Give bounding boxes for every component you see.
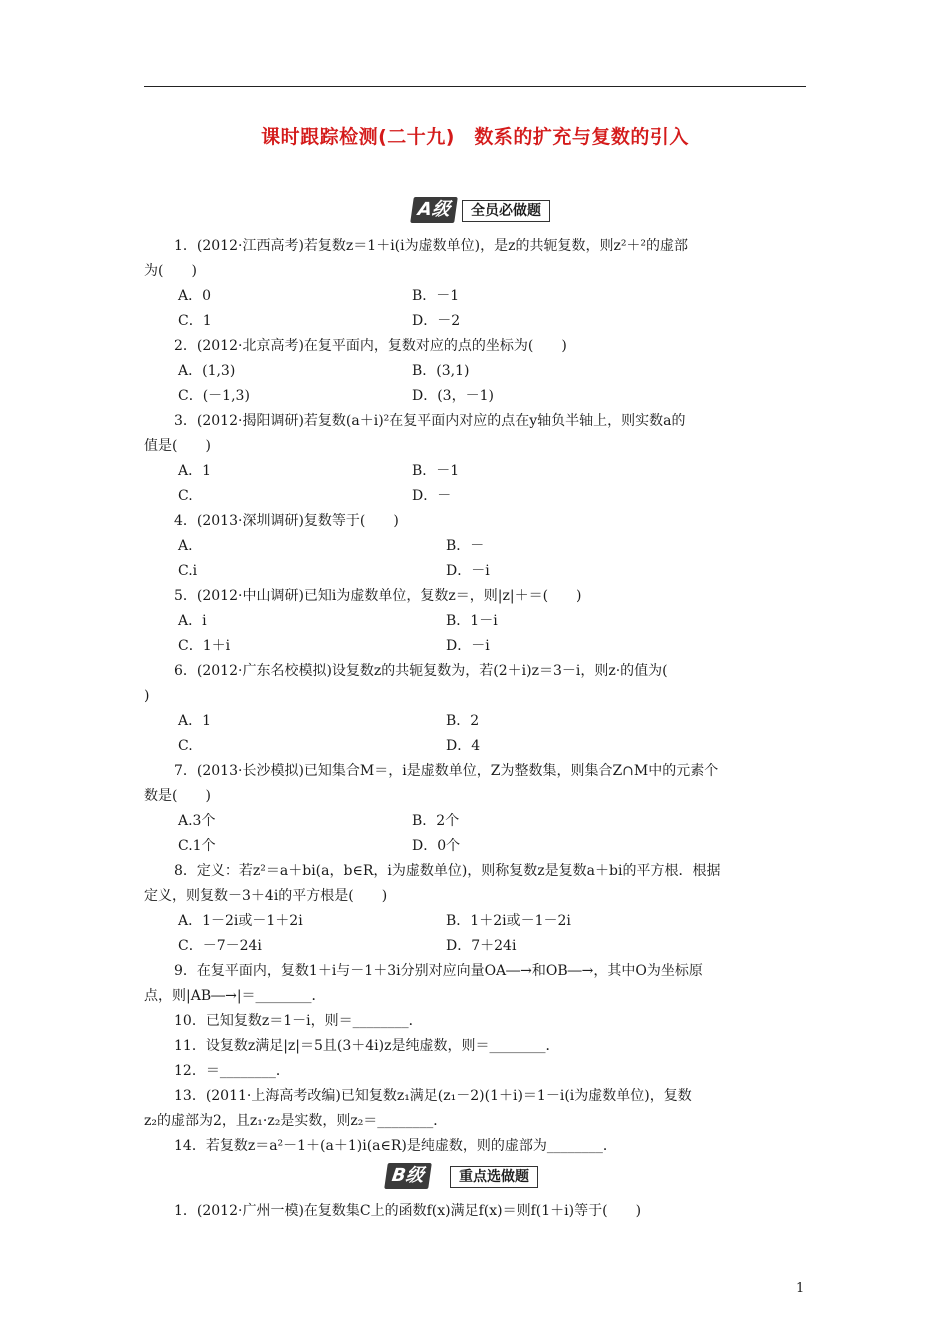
text-line: A．(1,3) bbox=[178, 363, 236, 379]
text-line: B．－1 bbox=[412, 463, 460, 479]
text-line: 为( ) bbox=[144, 263, 197, 279]
text-line: 点，则|AB―→|＝________． bbox=[144, 988, 326, 1004]
text-line: D．(3，－1) bbox=[412, 388, 494, 404]
text-line: 7．(2013·长沙模拟)已知集合M＝，i是虚数单位，Z为整数集，则集合Z∩M中的元素个 bbox=[174, 763, 719, 779]
text-line: B．－ bbox=[446, 538, 485, 554]
text-line: D．－i bbox=[446, 563, 490, 579]
text-line: B．2个 bbox=[412, 813, 460, 829]
text-line: 11．设复数z满足|z|＝5且(3＋4i)z是纯虚数，则＝________． bbox=[174, 1038, 560, 1054]
text-line: D．0个 bbox=[412, 838, 461, 854]
text-line: C.i bbox=[178, 563, 198, 579]
text-line: A．i bbox=[178, 613, 207, 629]
section-b-badge bbox=[386, 1163, 572, 1189]
text-line: 1．(2012·江西高考)若复数z＝1＋i(i为虚数单位)，是z的共轭复数，则z²＋²的虚部 bbox=[174, 238, 689, 254]
text-line: 13．(2011·上海高考改编)已知复数z₁满足(z₁－2)(1＋i)＝1－i(i为虚数单位)，复数 bbox=[174, 1088, 692, 1104]
text-line: D．4 bbox=[446, 738, 481, 754]
text-line: D．－2 bbox=[412, 313, 461, 329]
text-line: A．1－2i或－1＋2i bbox=[178, 913, 303, 929]
text-line: D．－ bbox=[412, 488, 452, 504]
text-line: C．1＋i bbox=[178, 638, 231, 654]
text-line: C．1 bbox=[178, 313, 212, 329]
text-line: A.3个 bbox=[178, 813, 216, 829]
text-line: 12．＝________． bbox=[174, 1063, 290, 1079]
text-line: D．－i bbox=[446, 638, 490, 654]
text-line: 2．(2012·北京高考)在复平面内，复数对应的点的坐标为( ) bbox=[174, 338, 567, 354]
text-line: ) bbox=[144, 688, 150, 704]
section-a-label: 全员必做题 bbox=[462, 200, 550, 222]
page-title: 课时跟踪检测(二十九) 数系的扩充与复数的引入 bbox=[261, 126, 689, 148]
text-line: 数是( ) bbox=[144, 788, 211, 804]
text-line: 9．在复平面内，复数1＋i与－1＋3i分别对应向量OA―→和OB―→，其中O为坐标原 bbox=[174, 963, 703, 979]
text-line: 6．(2012·广东名校模拟)设复数z的共轭复数为，若(2＋i)z＝3－i，则z·的值为( bbox=[174, 663, 668, 679]
text-line: A．1 bbox=[178, 713, 212, 729]
text-line: C.1个 bbox=[178, 838, 216, 854]
section-a-badge bbox=[412, 197, 572, 223]
text-line: 4．(2013·深圳调研)复数等于( ) bbox=[174, 513, 399, 529]
text-line: B．(3,1) bbox=[412, 363, 470, 379]
text-line: z₂的虚部为2，且z₁·z₂是实数，则z₂＝________． bbox=[144, 1113, 448, 1129]
section-b-label: 重点选做题 bbox=[450, 1166, 538, 1188]
text-line: 10．已知复数z＝1－i，则＝________． bbox=[174, 1013, 423, 1029]
text-line: C．－7－24i bbox=[178, 938, 262, 954]
page-number: 1 bbox=[796, 1281, 805, 1296]
text-line: 5．(2012·中山调研)已知i为虚数单位，复数z＝，则|z|＋＝( ) bbox=[174, 588, 582, 604]
section-b-level: B级 bbox=[384, 1163, 431, 1189]
section-a-level: A级 bbox=[410, 197, 458, 223]
text-line: 值是( ) bbox=[144, 438, 211, 454]
text-line: C．(－1,3) bbox=[178, 388, 250, 404]
text-line: C. bbox=[178, 488, 193, 504]
text-line: 8．定义：若z²＝a＋bi(a，b∈R，i为虚数单位)，则称复数z是复数a＋bi的平方根．根据 bbox=[174, 863, 721, 879]
text-line: C. bbox=[178, 738, 193, 754]
text-line: B．2 bbox=[446, 713, 480, 729]
text-line: B．－1 bbox=[412, 288, 460, 304]
text-line: B．1－i bbox=[446, 613, 498, 629]
text-line: 1．(2012·广州一模)在复数集C上的函数f(x)满足f(x)＝则f(1＋i)等于( ) bbox=[174, 1203, 642, 1219]
text-line: A．1 bbox=[178, 463, 212, 479]
text-line: D．7＋24i bbox=[446, 938, 517, 954]
top-rule bbox=[144, 86, 806, 87]
text-line: B．1＋2i或－1－2i bbox=[446, 913, 571, 929]
text-line: 定义，则复数－3＋4i的平方根是( ) bbox=[144, 888, 388, 904]
text-line: 3．(2012·揭阳调研)若复数(a＋i)²在复平面内对应的点在y轴负半轴上，则实数a的 bbox=[174, 413, 686, 429]
text-line: A．0 bbox=[178, 288, 212, 304]
text-line: 14．若复数z＝a²－1＋(a＋1)i(a∈R)是纯虚数，则的虚部为________． bbox=[174, 1138, 617, 1154]
text-line: A. bbox=[178, 538, 193, 554]
